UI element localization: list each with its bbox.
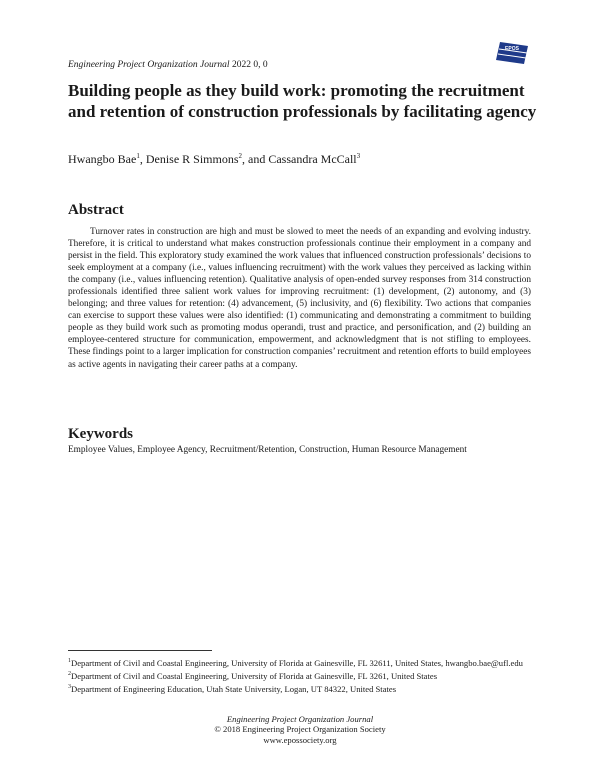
footnote-text: Department of Civil and Coastal Engineering, University of Florida at Gainesville, FL 32611, United States, hwangbo.bae@ufl.edu (71, 657, 523, 668)
journal-name: Engineering Project Organization Journal (68, 60, 230, 70)
author-separator: , and (242, 152, 269, 166)
epos-logo-icon (494, 40, 530, 66)
footnote-number: 1 (68, 658, 71, 664)
footnote-item (68, 669, 538, 682)
footnote-item (68, 656, 538, 669)
author-affiliation-mark: 2 (238, 152, 242, 160)
footnote-text: Department of Civil and Coastal Engineering, University of Florida at Gainesville, FL 3261, United States (71, 670, 438, 681)
journal-header (68, 60, 268, 70)
author-affiliation-mark: 3 (356, 152, 361, 160)
author-name: Hwangbo Bae (68, 152, 137, 166)
author-name: Denise R Simmons (145, 152, 239, 166)
keywords-heading: Keywords (68, 426, 133, 442)
logo-text: EPOS (505, 46, 519, 52)
keywords-text: Employee Values, Employee Agency, Recruitment/Retention, Construction, Human Resource Management (68, 445, 467, 455)
footer-url[interactable]: www.epossociety.org (263, 734, 337, 745)
journal-year-volume: 2022 0, 0 (231, 60, 268, 70)
page-footer (0, 714, 600, 745)
abstract-heading: Abstract (68, 202, 124, 218)
footnote-item (68, 682, 538, 695)
author-list (68, 152, 360, 167)
footnote-divider (68, 650, 212, 651)
author-separator: , (139, 152, 146, 166)
author-affiliation-mark: 1 (136, 152, 140, 160)
footer-journal: Engineering Project Organization Journal (226, 714, 374, 724)
author-name: Cassandra McCall (268, 152, 357, 166)
paper-title: Building people as they build work: promoting the recruitment and retention of construction professionals by facilitating agency (68, 81, 537, 121)
footer-copyright: © 2018 Engineering Project Organization Society (214, 724, 386, 735)
footnote-text: Department of Engineering Education, Utah State University, Logan, UT 84322, United States (71, 683, 397, 694)
footnote-number: 3 (68, 684, 71, 691)
footnote-number: 2 (68, 671, 71, 678)
footnotes (68, 656, 538, 695)
abstract-text: Turnover rates in construction are high and must be slowed to meet the needs of an expanding and evolving industry. Therefore, it is critical to understand what makes construction professionals continue their employment in a company and persist in the field. This exploratory study examined the work values that influenced construction professionals’ decisions to seek employment at a company (i.e., values influencing recruitment) with the work values they perceived as lacking within the company (i.e., values influencing retention). Qualitative analysis of open-ended survey responses from 314 construction professionals identified three salient work values for improving recruitment: (1) development, (2) autonomy, and (3) belonging; and three values for retention: (4) advancement, (5) inclusivity, and (6) flexibility. Two actions that companies can exercise to support these values were also identified: (1) communicating and demonstrating a commitment to building people as they build work such as promoting modus operandi, trust and practice, and personification, and (2) building an employee-centered structure for communication, empowerment, and acknowledgment that is not stifling to employees. These findings point to a larger implication for construction companies’ recruitment and retention efforts to build employees as active agents in navigating their career paths at a company. (68, 227, 531, 370)
